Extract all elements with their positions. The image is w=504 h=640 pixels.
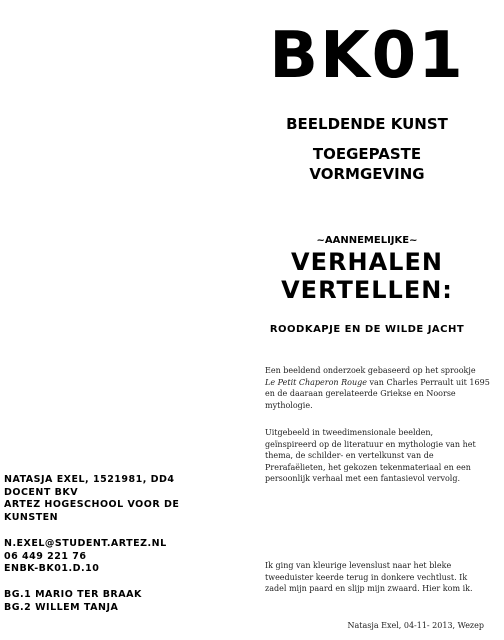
intro-p2-line: Prerafaëlieten, het gekozen tekenmateriaal en een — [265, 462, 471, 472]
intro-p2-line: Uitgebeeld in tweedimensionale beelden, — [265, 428, 434, 437]
supervisor-line: BG.1 MARIO TER BRAAK — [4, 589, 142, 600]
subtitle-line-1: BEELDENDE KUNST — [286, 115, 448, 133]
subheading: ROODKAPJE EN DE WILDE JACHT — [269, 324, 465, 335]
author-line: ARTEZ HOGESCHOOL VOOR DE — [4, 499, 180, 510]
intro-paragraph-3 — [265, 560, 480, 595]
supervisors — [4, 589, 244, 614]
supervisor-line: BG.2 WILLEM TANJA — [4, 601, 119, 613]
intro-p1-line-3: en de daaraan gerelateerde Griekse en Noorse — [265, 389, 456, 398]
author-info — [4, 474, 244, 524]
heading-line-1: VERHALEN — [291, 248, 443, 276]
intro-p2-line: geïnspireerd op de literatuur en mythologie van het — [265, 439, 476, 449]
intro-p3-line: tweeduister keerde terug in donkere vechtlust. Ik — [265, 572, 468, 582]
author-line: DOCENT BKV — [4, 486, 79, 498]
heading-adjective: ~AANNEMELIJKE~ — [316, 235, 418, 246]
page-title: BK01 — [269, 19, 465, 93]
intro-paragraph-2 — [265, 427, 480, 485]
intro-p1-line-4: mythologie. — [265, 400, 313, 410]
intro-p1-line-1: Een beeldend onderzoek gebaseerd op het sprookje — [265, 366, 476, 375]
author-line: NATASJA EXEL, 1521981, DD4 — [4, 474, 175, 485]
intro-p1-italic: Le Petit Chaperon Rouge — [265, 377, 367, 387]
subtitle-line-3: VORMGEVING — [309, 165, 425, 183]
intro-p3-line: zadel mijn paard en slijp mijn zwaard. Hier kom ik. — [265, 584, 473, 593]
footer-credit: Natasja Exel, 04-11- 2013, Wezep — [347, 621, 484, 630]
subtitle-line-2: TOEGEPASTE — [312, 145, 422, 163]
heading-line-2: VERTELLEN: — [281, 276, 453, 304]
intro-p1-line-2 — [265, 377, 490, 389]
contact-phone: 06 449 221 76 — [4, 550, 87, 562]
intro-p2-line: persoonlijk verhaal met een fantasievol vervolg. — [265, 474, 461, 483]
contact-email: N.EXEL@STUDENT.ARTEZ.NL — [4, 538, 167, 549]
intro-paragraph-1 — [265, 365, 490, 411]
course-code: ENBK-BK01.D.10 — [4, 563, 100, 574]
author-line: KUNSTEN — [4, 511, 59, 523]
intro-p2-line: thema, de schilder- en vertelkunst van de — [265, 451, 434, 460]
contact-info — [4, 538, 244, 576]
intro-p1-after: van Charles Perrault uit 1695 — [366, 377, 490, 387]
intro-p3-line: Ik ging van kleurige levenslust naar het bleke — [265, 561, 452, 570]
